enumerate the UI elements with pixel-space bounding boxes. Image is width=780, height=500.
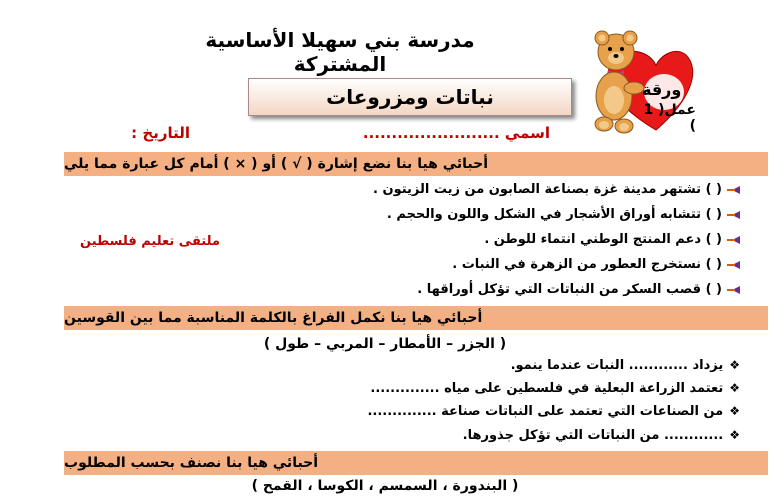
section1-instruction-bar: [64, 152, 768, 176]
date-field: التاريخ :: [131, 124, 190, 142]
list-item: ❖من الصناعات التي تعتمد على النباتات صناعة ..............: [367, 404, 740, 419]
list-item: ❖تعتمد الزراعة البعلية في فلسطين على مياه ..............: [370, 381, 740, 396]
teddy-bear-heart-image: [586, 30, 696, 138]
worksheet-number: عمل( 1 ): [643, 102, 696, 134]
arrow-bullet-icon: [728, 284, 740, 296]
diamond-bullet-icon: ❖: [729, 381, 740, 395]
section2-word-bank: ( الجزر – الأمطار – المربي – طول ): [263, 336, 507, 352]
subject-title-box: [248, 78, 572, 116]
list-item: ❖يزداد ............ النبات عندما ينمو.: [510, 358, 740, 373]
section3-word-bank: ( البندورة ، السمسم ، الكوسا ، القمح ): [251, 478, 519, 494]
section1-instruction: أحبائي هيا بنا نضع إشارة ( √ ) أو ( × ) أمام كل عبارة مما يلي: [64, 156, 489, 172]
section2-instruction: أحبائي هيا بنا نكمل الفراغ بالكلمة المناسبة مما بين القوسين: [64, 310, 483, 326]
diamond-bullet-icon: ❖: [729, 358, 740, 372]
arrow-bullet-icon: [728, 234, 740, 246]
list-item: ( ) نستخرج العطور من الزهرة في النبات .: [452, 257, 740, 272]
list-item: ( ) قصب السكر من النباتات التي تؤكل أوراقها .: [417, 282, 740, 297]
arrow-bullet-icon: [728, 209, 740, 221]
list-item: ( ) تشتهر مدينة غزة بصناعة الصابون من زيت الزيتون .: [373, 182, 740, 197]
arrow-bullet-icon: [728, 259, 740, 271]
forum-watermark-text: ملتقى تعليم فلسطين: [80, 234, 220, 249]
section3-instruction: أحبائي هيا بنا نصنف بحسب المطلوب: [64, 455, 319, 471]
section2-instruction-bar: [64, 306, 768, 330]
school-name: مدرسة بني سهيلا الأساسية المشتركة: [205, 28, 475, 76]
section3-instruction-bar: [64, 451, 768, 475]
arrow-bullet-icon: [728, 184, 740, 196]
list-item: ❖............ من النباتات التي تؤكل جذورها.: [462, 428, 740, 443]
diamond-bullet-icon: ❖: [729, 428, 740, 442]
diamond-bullet-icon: ❖: [729, 404, 740, 418]
student-name-field: اسمي ........................: [362, 124, 550, 142]
worksheet-word: ورقة: [642, 80, 682, 99]
subject-title: نباتات ومزروعات: [326, 85, 494, 109]
list-item: ( ) تتشابه أوراق الأشجار في الشكل واللون والحجم .: [387, 207, 740, 222]
list-item: ( ) دعم المنتج الوطني انتماء للوطن .: [484, 232, 740, 247]
